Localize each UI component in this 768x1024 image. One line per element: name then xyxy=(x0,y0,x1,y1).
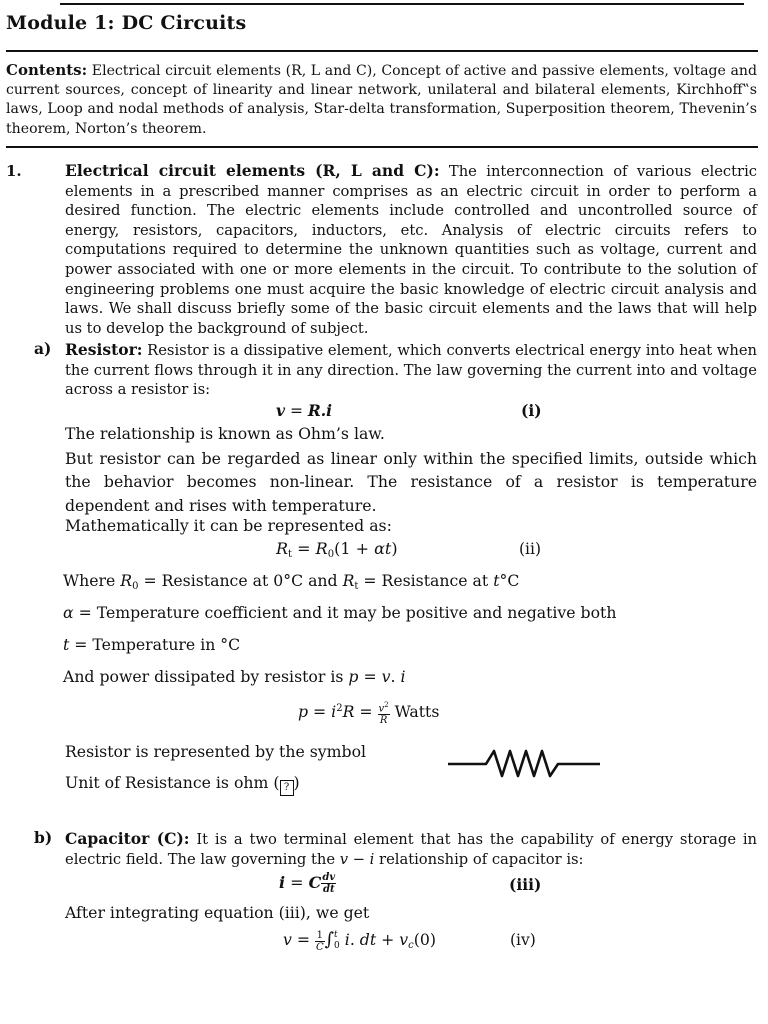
section1-paragraph xyxy=(65,161,757,338)
eq1-tag: (i) xyxy=(521,401,542,420)
eq1-v: v xyxy=(276,401,286,420)
temperature-equation: $R_t = R_0(1 + \alpha t)$ xyxy=(276,539,398,560)
top-rule xyxy=(60,3,744,5)
alpha-text: = Temperature coefficient and it may be positive and negative both xyxy=(73,603,617,622)
section-number: 1. xyxy=(6,162,22,180)
capacitor-heading: Capacitor (C): xyxy=(65,829,190,848)
power-text: And power dissipated by resistor is xyxy=(63,667,349,686)
watts-label: Watts xyxy=(389,702,440,722)
capacitor-text2: relationship of capacitor is: xyxy=(374,850,584,868)
section1-heading: Electrical circuit elements (R, L and C): xyxy=(65,161,440,180)
capacitor-letter: b) xyxy=(34,828,53,847)
ohm-line: The relationship is known as Ohm’s law. xyxy=(65,424,385,443)
where-mid: = Resistance at 0°C and xyxy=(138,571,343,590)
resistor-paragraph xyxy=(65,340,757,400)
where-prefix: Where xyxy=(63,571,121,590)
temp-line: t = Temperature in °C xyxy=(63,635,241,654)
temp-text: = Temperature in °C xyxy=(69,635,241,654)
math-line: Mathematically it can be represented as: xyxy=(65,516,392,535)
eq4-tag: (iv) xyxy=(510,931,536,949)
unit-text: Unit of Resistance is ohm ( xyxy=(65,773,280,792)
capacitor-text1: It is a two terminal element that has the capability of energy storage in electric field. The law governing the xyxy=(65,831,758,868)
linear-paragraph: But resistor can be regarded as linear only within the specified limits, outside which the behavior becomes non-linear. The resistance of a resistor is temperature dependent and rises with temperature. xyxy=(65,449,757,515)
v2-over-r-fraction: $\frac{v^2}{R}$ xyxy=(378,701,389,727)
power-line: And power dissipated by resistor is p = v. i xyxy=(63,667,406,686)
eq3-tag: (iii) xyxy=(509,875,542,894)
eq1-rhs: R.i xyxy=(307,401,333,420)
section1-text: The interconnection of various electric elements in a prescribed manner comprises as an electric circuit in order to perform a desired function. The electric elements include controlled and uncontrolled source of energy, resistors, capacitors, inductors, etc. Analysis of electric circuits refers to computations required to determine the unknown quantities such as voltage, current and power associated with one or more elements in the circuit. To contribute to the solution of engineering problems one must acquire the basic knowledge of electric circuit analysis and laws. We shall discuss briefly some of the basic circuit elements and the laws that will help us to develop the background of subject. xyxy=(65,163,757,337)
one-over-c-fraction: $\frac{1}{C}$ xyxy=(316,929,324,953)
integrating-line: After integrating equation (iii), we get xyxy=(65,903,370,922)
resistor-heading: Resistor: xyxy=(65,340,143,359)
alpha-line: α = Temperature coefficient and it may be positive and negative both xyxy=(63,603,617,622)
capacitor-paragraph xyxy=(65,829,757,869)
title-rule xyxy=(6,50,758,52)
eq2-tag: (ii) xyxy=(519,540,542,558)
eq1-eq: = xyxy=(285,402,308,420)
power-equation: $p = i^2R$ = $\frac{v^2}{R}$ Watts xyxy=(298,701,440,727)
module-title: Module 1: DC Circuits xyxy=(6,12,247,34)
contents-label: Contents: xyxy=(6,61,88,79)
symbol-line: Resistor is represented by the symbol xyxy=(65,742,367,761)
where-line: Where $R_0$ = Resistance at 0°C and $R_t$ = Resistance at t°C xyxy=(63,571,520,592)
resistor-letter: a) xyxy=(34,339,52,358)
unit-line xyxy=(65,773,300,796)
capacitor-voltage-equation: v = $\frac{1}{C}$ ∫ t 0 i. dt + $v_c(0)$ xyxy=(283,929,436,953)
contents-paragraph xyxy=(6,61,757,139)
contents-text: Electrical circuit elements (R, L and C), Concept of active and passive elements, voltage and current sources, concept of linearity and linear network, unilateral and bilateral elements, Kirchhoff‟s laws, Loop and nodal methods of analysis, Star-delta transformation, Superposition theorem, Thevenin’s theorem, Norton’s theorem. xyxy=(6,63,757,137)
where-tail: °C xyxy=(499,571,520,590)
where-end: = Resistance at xyxy=(358,571,494,590)
missing-ohm-glyph-icon: ? xyxy=(280,780,294,796)
vi-symbol: v − i xyxy=(339,850,375,868)
resistor-symbol-icon xyxy=(446,748,602,780)
capacitor-current-equation: i = C $\frac{dv}{dt}$ xyxy=(279,872,336,895)
dv-dt-fraction: $\frac{dv}{dt}$ xyxy=(322,872,336,895)
ohms-law-equation xyxy=(276,401,332,420)
unit-close: ) xyxy=(293,773,300,792)
resistor-text: Resistor is a dissipative element, which converts electrical energy into heat when the current flows through it in any direction. The law governing the current into and voltage across a resistor is: xyxy=(65,342,757,399)
contents-rule xyxy=(6,146,758,148)
